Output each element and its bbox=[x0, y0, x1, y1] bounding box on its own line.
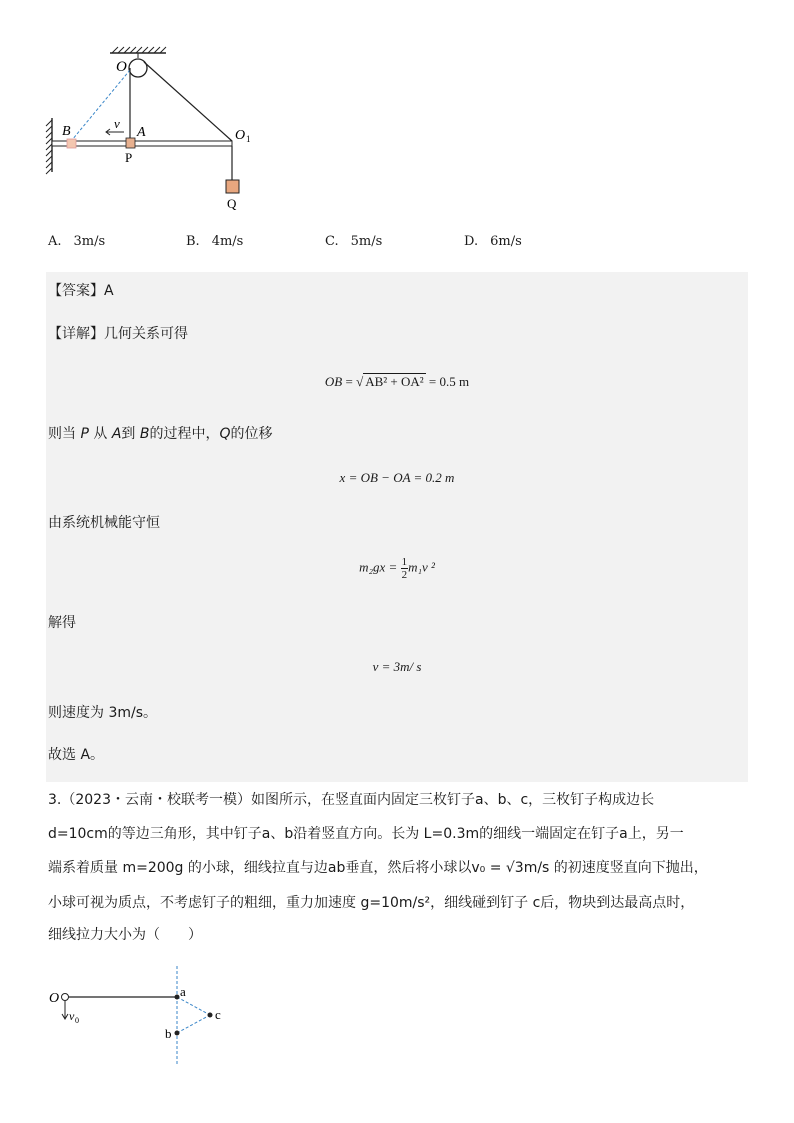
question3-line4: 小球可视为质点，不考虑钉子的粗细，重力加速度 g=10m/s²，细线碰到钉子 c后，物块到达最高点时， bbox=[48, 895, 695, 911]
block-q bbox=[226, 180, 239, 193]
option-c[interactable]: C. 5m/s bbox=[325, 234, 383, 249]
nail-a bbox=[175, 995, 180, 1000]
question3-line3: 端系着质量 m=200g 的小球，细线拉直与边ab垂直，然后将小球以v₀ = √3m/s 的初速度竖直向下抛出， bbox=[48, 860, 708, 876]
answer-line: 【答案】A bbox=[48, 283, 114, 299]
option-b[interactable]: B. 4m/s bbox=[186, 234, 244, 249]
label-a2: a bbox=[180, 984, 186, 999]
energy-line: 由系统机械能守恒 bbox=[48, 515, 160, 531]
label-p: P bbox=[125, 150, 133, 165]
block-p bbox=[126, 138, 135, 148]
option-d[interactable]: D. 6m/s bbox=[464, 234, 522, 249]
label-o: O bbox=[116, 59, 127, 75]
nails-triangle-figure bbox=[40, 958, 240, 1073]
answer-options bbox=[48, 234, 748, 254]
question3-line2: d=10cm的等边三角形，其中钉子a、b沿着竖直方向。长为 L=0.3m的细线一端固定在钉子a上，另一 bbox=[48, 826, 684, 842]
label-b2: b bbox=[165, 1026, 172, 1041]
speed-line: 则速度为 3m/s。 bbox=[48, 705, 158, 721]
equation-energy: m₂gx = $\frac{1}{2}$ m₁v ² bbox=[359, 556, 435, 581]
label-c2: c bbox=[215, 1007, 221, 1022]
option-a[interactable]: A. 3m/s bbox=[48, 234, 106, 249]
label-o2: O bbox=[49, 991, 60, 1006]
question3-line1: 3.（2023・云南・校联考一模）如图所示，在竖直面内固定三枚钉子a、b、c，三枚钉子构成边长 bbox=[48, 792, 655, 808]
label-v: v bbox=[114, 116, 120, 131]
equation-velocity: v = 3m/ s bbox=[372, 659, 422, 674]
horizontal-rod bbox=[52, 141, 232, 146]
choice-line: 故选 A。 bbox=[48, 747, 105, 763]
label-o1: O bbox=[235, 128, 246, 143]
detail-line: 【详解】几何关系可得 bbox=[48, 326, 188, 342]
solve-line: 解得 bbox=[48, 615, 76, 631]
question3-line5: 细线拉力大小为（ ） bbox=[48, 927, 202, 943]
label-v0: v bbox=[69, 1009, 75, 1023]
block-b-position bbox=[67, 139, 76, 148]
nail-b bbox=[175, 1031, 180, 1036]
equation-displacement: x = OB − OA = 0.2 m bbox=[339, 470, 455, 485]
label-q: Q bbox=[227, 196, 237, 211]
ball bbox=[62, 994, 69, 1001]
label-o1-sub: 1 bbox=[246, 134, 251, 144]
equation-ob: OB = √ AB² + OA² = 0.5 m bbox=[324, 374, 470, 389]
fraction-half: $\frac{1}{2}$ bbox=[401, 556, 408, 581]
displacement-line: 则当 P 从 A到 B的过程中，Q的位移 bbox=[48, 426, 273, 442]
label-b: B bbox=[62, 124, 71, 139]
nail-c bbox=[208, 1013, 213, 1018]
label-v0-sub: 0 bbox=[75, 1016, 79, 1025]
label-a: A bbox=[137, 125, 146, 140]
pulley-system-figure bbox=[40, 40, 270, 220]
